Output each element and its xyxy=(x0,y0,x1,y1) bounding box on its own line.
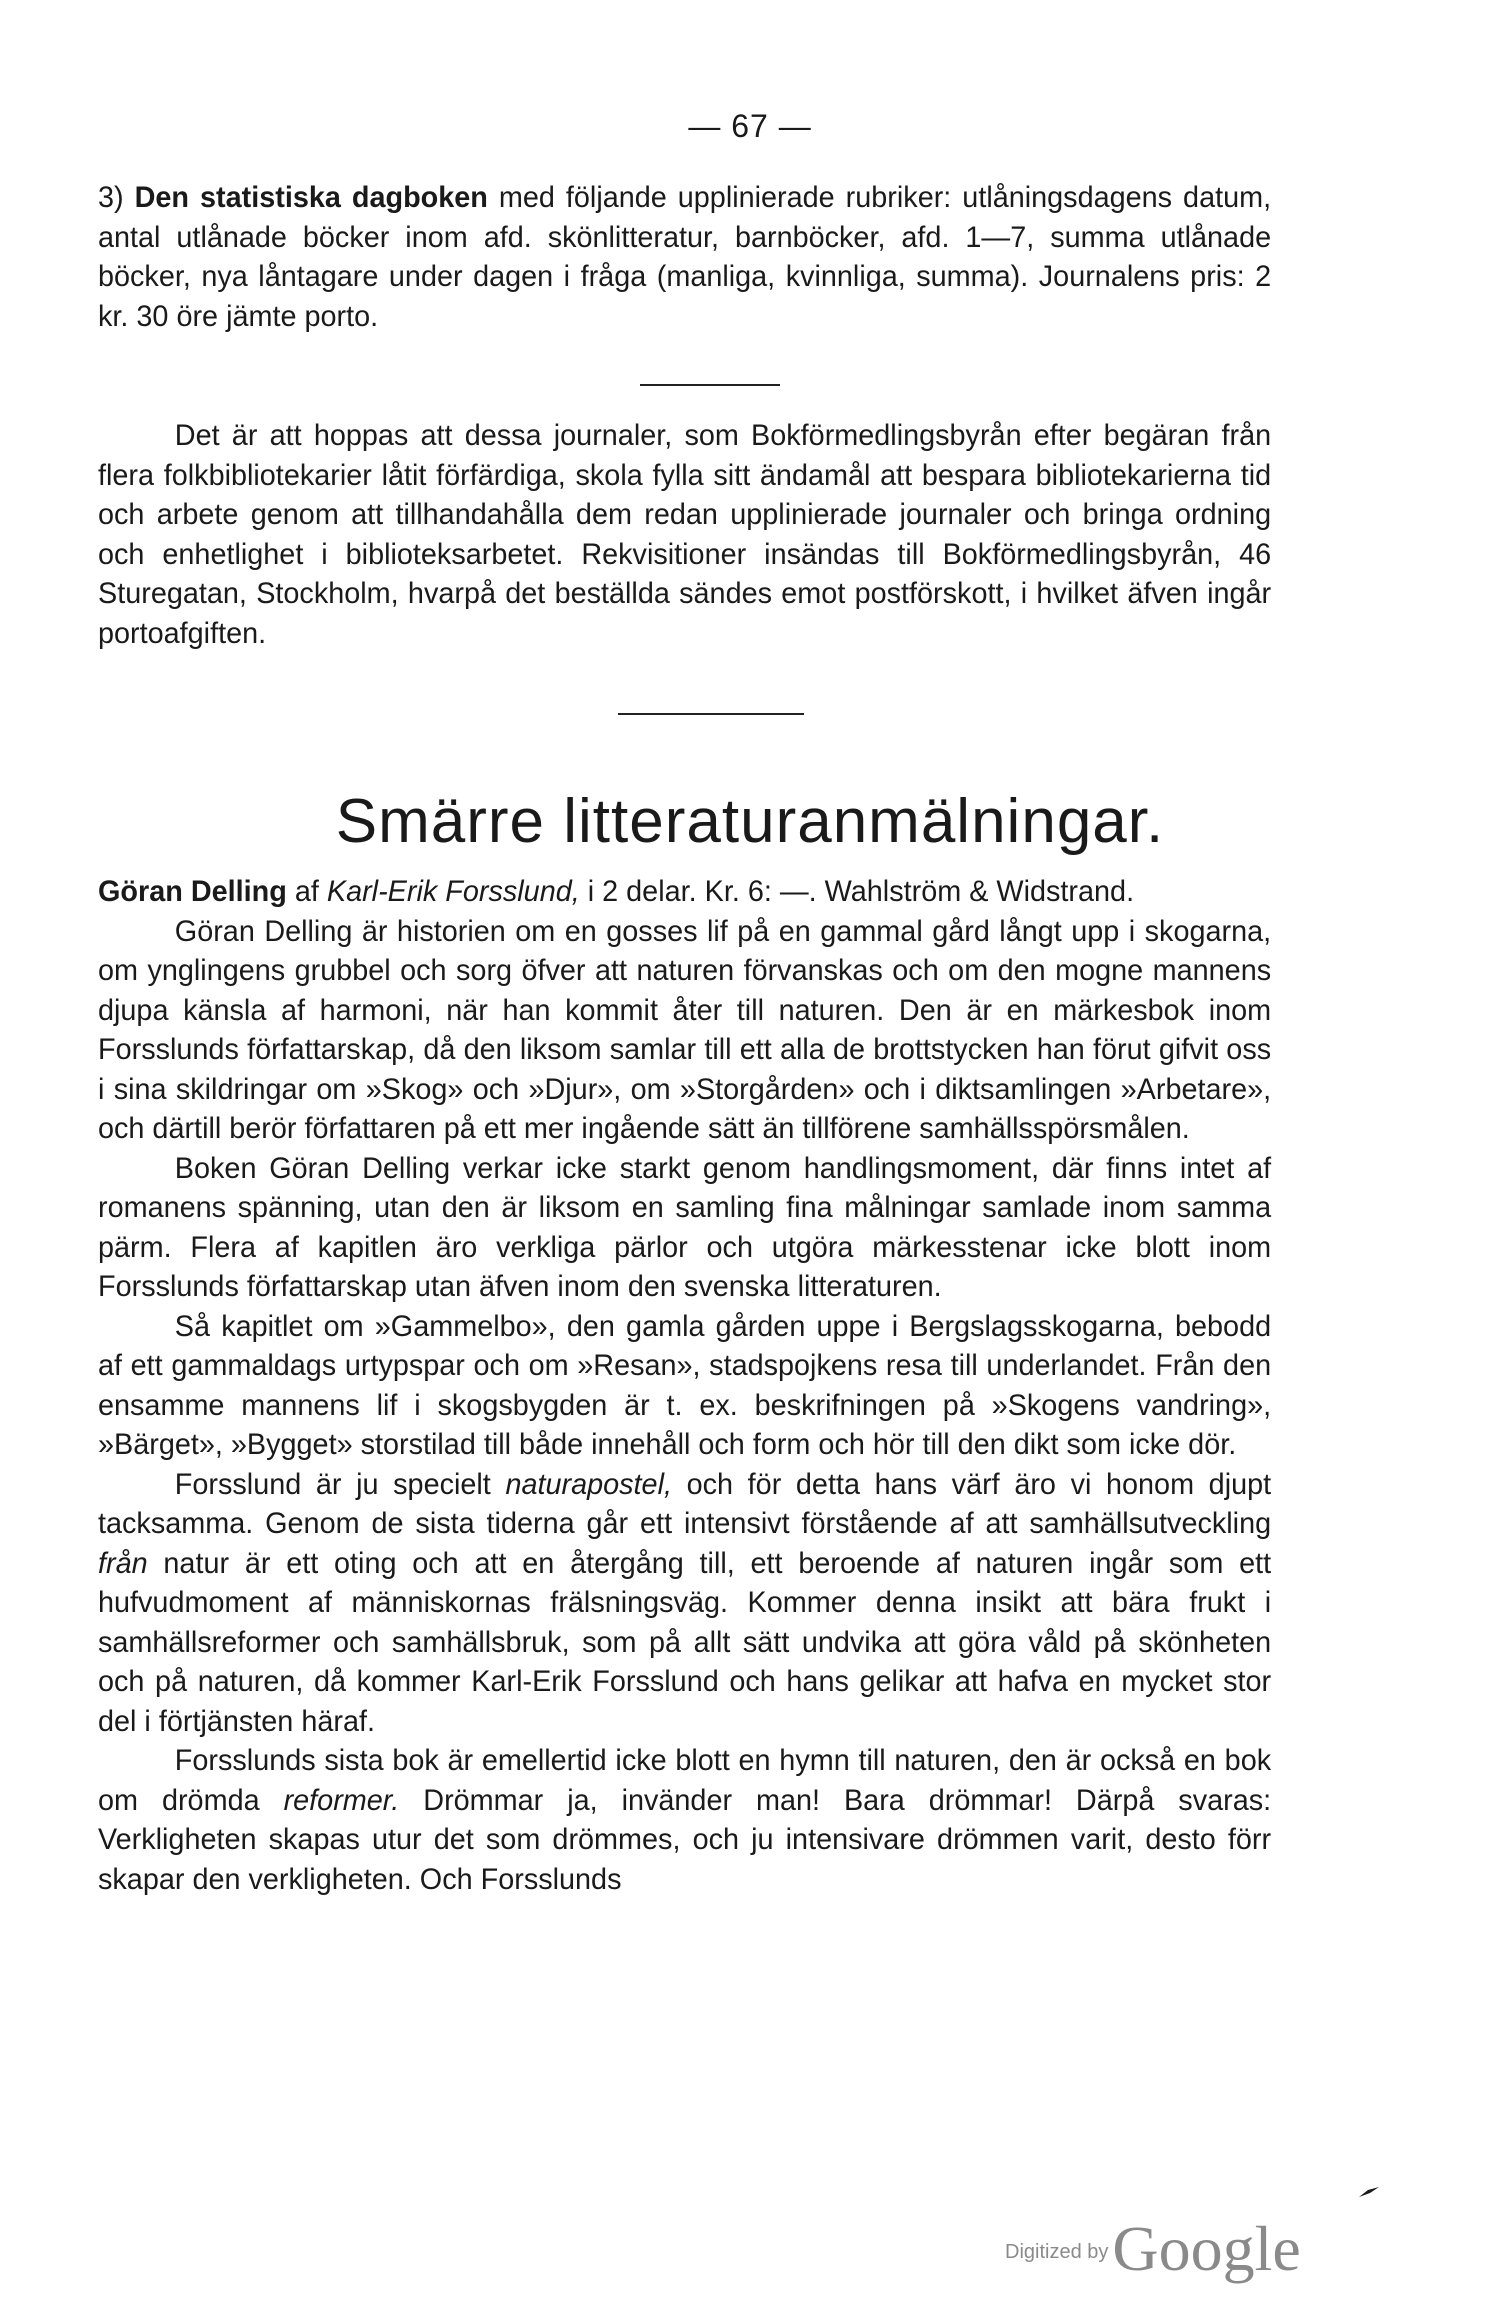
statistics-paragraph xyxy=(98,178,1271,336)
review-paragraph-1: Göran Delling är historien om en gosses lif på en gammal gård långt upp i skogarna, om ynglingens grubbel och sorg öfver att naturen förvanskas och om den mogne mannens djupa känsla af harmoni, när han kommit åter till naturen. Den är en märkesbok inom Forsslunds författarskap, då den liksom samlar till ett alla de brottstycken han förut gifvit oss i sina skildringar om »Skog» och »Djur», om »Storgården» och i diktsamlingen »Arbetare», och därtill berör författaren på ett mer ingående sätt än tillförene samhällsspörsmålen. xyxy=(98,914,1272,1145)
review-author-prefix: af xyxy=(294,875,319,908)
digitized-watermark xyxy=(1005,2212,1301,2286)
journals-notice xyxy=(98,416,1271,653)
review-p5-start: Forsslunds sista bok är emellertid icke blott en hymn till naturen, den är också en bok om drömda xyxy=(98,1744,1272,1817)
review-p5-end: Drömmar ja, invänder man! Bara drömmar! Därpå svaras: Verkligheten skapas utur det som drömmes, och ju intensivare drömmen varit, desto förr skapar den verkligheten. Och Forsslunds xyxy=(98,1783,1272,1896)
watermark-prefix: Digitized by xyxy=(1005,2241,1109,2263)
page-number: — 67 — xyxy=(688,108,812,144)
review-details: i 2 delar. Kr. 6: —. Wahlström & Widstrand. xyxy=(587,875,1135,908)
divider-rule xyxy=(618,713,804,715)
entry-title: Den statistiska dagboken xyxy=(134,181,488,214)
review-p4-emphasis-1: naturapostel, xyxy=(505,1467,672,1501)
book-review xyxy=(98,872,1271,1899)
section-heading: Smärre litteraturanmälningar. xyxy=(335,787,1165,856)
entry-text: med följande upplinierade rubriker: utlåningsdagens datum, antal utlånade böcker inom afd. skönlitteratur, barnböcker, afd. 1—7, summa utlånade böcker, nya låntagare under dagen i fråga (manliga, kvinnliga, summa). Journalens pris: 2 kr. 30 öre jämte porto. xyxy=(98,181,1272,333)
review-author: Karl-Erik Forsslund, xyxy=(326,875,580,908)
review-p5-emphasis: reformer. xyxy=(283,1783,400,1817)
entry-number: 3) xyxy=(98,181,124,214)
google-logo: Google xyxy=(1112,2213,1301,2284)
review-paragraph-5 xyxy=(98,1741,1271,1899)
scan-artifact-icon xyxy=(1358,2186,1380,2198)
review-header xyxy=(98,872,1271,912)
review-p4-end: natur är ett oting och att en återgång till, ett beroende af naturen ingår som ett hufvudmoment af människornas frälsningsväg. Kommer denna insikt att bära frukt i samhällsreformer och samhällsbruk, som på allt sätt undvika att göra våld på skönheten och på naturen, då kommer Karl-Erik Forsslund och hans gelikar att hafva en mycket stor del i förtjänsten häraf. xyxy=(98,1546,1272,1738)
review-p4-middle: och för detta hans värf äro vi honom djupt tacksamma. Genom de sista tiderna går ett intensivt förstående af att samhällsutveckling xyxy=(98,1467,1272,1540)
review-paragraph-3: Så kapitlet om »Gammelbo», den gamla gården uppe i Bergslagsskogarna, bebodd af ett gammaldags urtypspar och om »Resan», stadspojkens resa till underlandet. Från den ensamme mannens lif i skogsbygden är t. ex. beskrifningen på »Skogens vandring», »Bärget», »Bygget» storstilad till både innehåll och form och hör till den dikt som icke dör. xyxy=(98,1309,1272,1461)
journals-paragraph: Det är att hoppas att dessa journaler, som Bokförmedlingsbyrån efter begäran från flera folkbibliotekarier låtit förfärdiga, skola fylla sitt ändamål att bespara bibliotekarierna tid och arbete genom att tillhandahålla dem redan upplinierade journaler och bringa ordning och enhetlighet i biblioteksarbetet. Rekvisitioner insändas till Bokförmedlingsbyrån, 46 Sturegatan, Stockholm, hvarpå det beställda sändes emot postförskott, i hvilket äfven ingår portoafgiften. xyxy=(98,419,1272,650)
review-paragraph-2: Boken Göran Delling verkar icke starkt genom handlingsmoment, där finns intet af romanens spänning, utan den är liksom en samling fina målningar samlade inom samma pärm. Flera af kapitlen äro verkliga pärlor och utgöra märkesstenar icke blott inom Forsslunds författarskap utan äfven inom den svenska litteraturen. xyxy=(98,1151,1272,1303)
review-book-title: Göran Delling xyxy=(98,875,287,908)
statistics-journal-entry xyxy=(98,178,1271,336)
divider-rule xyxy=(640,384,780,386)
review-p4-emphasis-2: från xyxy=(98,1546,148,1580)
review-paragraph-4 xyxy=(98,1465,1271,1742)
review-p4-start: Forsslund är ju specielt xyxy=(174,1467,491,1501)
